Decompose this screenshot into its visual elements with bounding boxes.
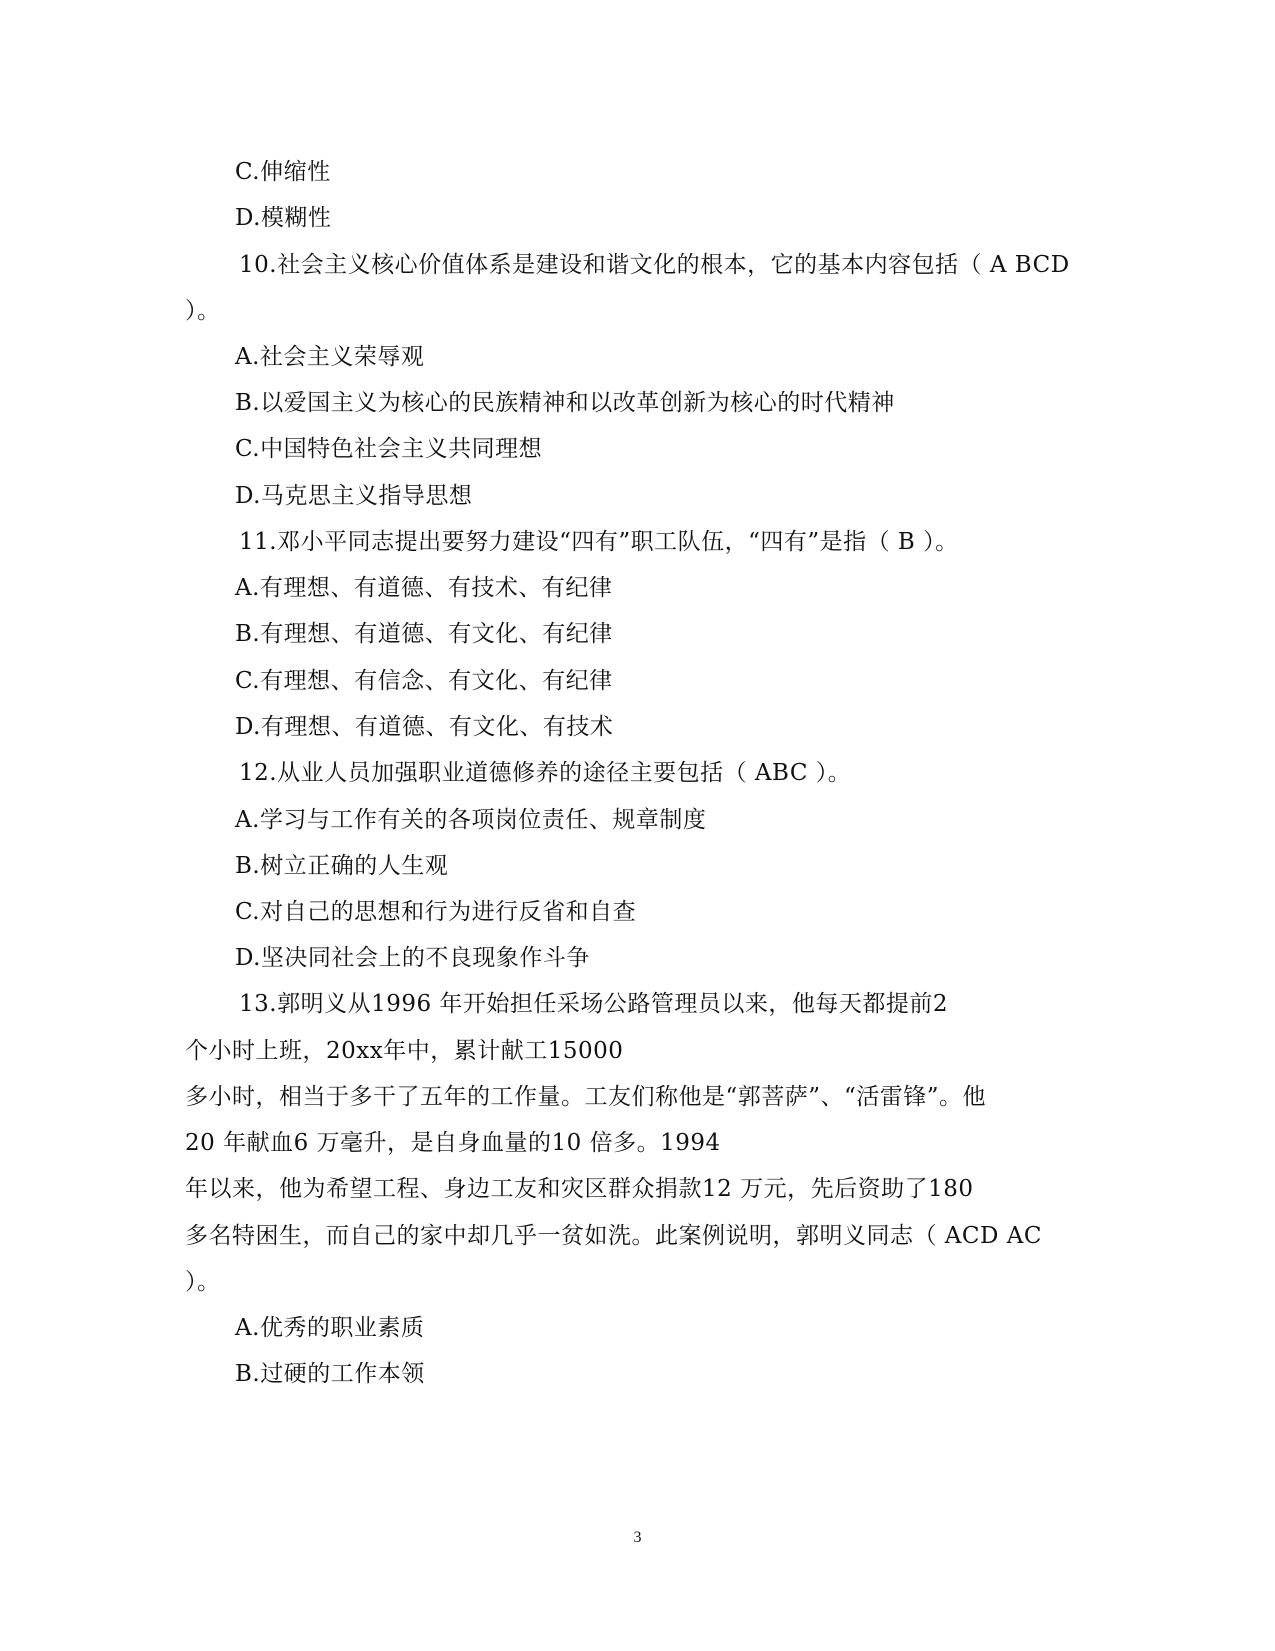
option-10c: C.中国特色社会主义共同理想 [235, 436, 543, 462]
option-12b: B.树立正确的人生观 [235, 853, 449, 879]
option-10d: D.马克思主义指导思想 [235, 483, 473, 509]
page-number: 3 [633, 1529, 642, 1546]
option-13a: A.优秀的职业素质 [235, 1315, 425, 1341]
option-11c: C.有理想、有信念、有文化、有纪律 [235, 668, 613, 694]
question-10-continuation: ）。 [185, 298, 221, 324]
question-10: 10.社会主义核心价值体系是建设和谐文化的根本，它的基本内容包括（ A BCD [239, 252, 1070, 278]
option-11b: B.有理想、有道德、有文化、有纪律 [235, 621, 613, 647]
question-11: 11.邓小平同志提出要努力建设“四有”职工队伍，“四有”是指（ B ）。 [239, 529, 959, 555]
question-13-line-4: 20 年献血6 万毫升，是自身血量的10 倍多。1994 [185, 1130, 721, 1156]
question-12: 12.从业人员加强职业道德修养的途径主要包括（ ABC ）。 [239, 760, 852, 786]
option-10a: A.社会主义荣辱观 [235, 344, 425, 370]
question-13-line-5: 年以来，他为希望工程、身边工友和灾区群众捐款12 万元，先后资助了180 [185, 1176, 974, 1202]
option-13b: B.过硬的工作本领 [235, 1361, 425, 1387]
option-11a: A.有理想、有道德、有技术、有纪律 [235, 575, 613, 601]
question-13-line-3: 多小时，相当于多干了五年的工作量。工友们称他是“郭菩萨”、“活雷锋”。他 [185, 1084, 987, 1110]
option-12c: C.对自己的思想和行为进行反省和自查 [235, 899, 637, 925]
question-13-line-6: 多名特困生，而自己的家中却几乎一贫如洗。此案例说明，郭明义同志（ ACD AC [185, 1223, 1042, 1249]
question-13-line-7: ）。 [185, 1269, 221, 1295]
option-12d: D.坚决同社会上的不良现象作斗争 [235, 945, 590, 971]
question-13: 13.郭明义从1996 年开始担任采场公路管理员以来，他每天都提前2 [239, 991, 949, 1017]
option-12a: A.学习与工作有关的各项岗位责任、规章制度 [235, 807, 707, 833]
option-9c: C.伸缩性 [235, 159, 331, 185]
option-11d: D.有理想、有道德、有文化、有技术 [235, 714, 614, 740]
option-9d: D.模糊性 [235, 205, 332, 231]
question-13-line-2: 个小时上班，20xx年中，累计献工15000 [185, 1038, 624, 1064]
option-10b: B.以爱国主义为核心的民族精神和以改革创新为核心的时代精神 [235, 390, 895, 416]
